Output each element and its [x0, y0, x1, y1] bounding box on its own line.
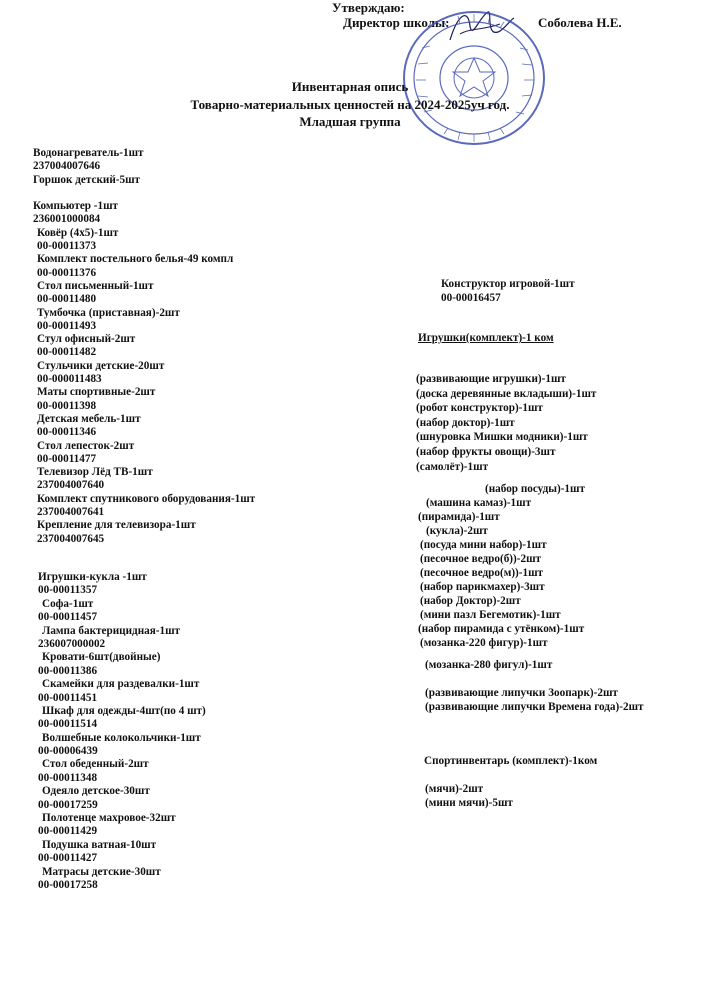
inventory-item: 00-00011429 — [38, 825, 98, 838]
inventory-item: Детская мебель-1шт — [37, 412, 141, 425]
inventory-item: Подушка ватная-10шт — [42, 838, 157, 851]
toy-item: (робот конструктор)-1шт — [416, 402, 543, 415]
inventory-item: 237004007641 — [37, 506, 105, 519]
toy-item: (посуда мини набор)-1шт — [420, 539, 547, 551]
inventory-item: Волшебные колокольчики-1шт — [42, 731, 201, 744]
inventory-item: Скамейки для раздевалки-1шт — [42, 678, 200, 691]
inventory-item: Телевизор Лёд ТВ-1шт — [37, 466, 153, 479]
document-title: Инвентарная опись — [291, 79, 409, 94]
toys-list-a — [416, 372, 596, 474]
velcro-toys-list — [425, 686, 644, 714]
inventory-item: Полотенце махровое-32шт — [42, 812, 176, 825]
inventory-item: 237004007640 — [37, 479, 105, 492]
inventory-item: 00-00011451 — [38, 691, 98, 704]
toy-item: (песочное ведро(б))-2шт — [420, 553, 542, 565]
toy-item: (набор доктор)-1шт — [416, 416, 515, 429]
toy-item: (набор фрукты овощи)-3шт — [416, 445, 556, 458]
inventory-item: 00-00011482 — [37, 346, 97, 359]
toy-item: (доска деревянные вкладыши)-1шт — [416, 387, 597, 400]
inventory-item: Крепление для телевизора-1шт — [37, 519, 196, 532]
inventory-item: Комплект спутникового оборудования-1шт — [37, 492, 256, 505]
inventory-item: Тумбочка (приставная)-2шт — [37, 306, 180, 319]
toy-item: (пирамида)-1шт — [418, 511, 500, 523]
approve-label: Утверждаю: — [332, 0, 405, 15]
inventory-item: 00-000011483 — [37, 373, 102, 386]
toy-item: (шнуровка Мишки модники)-1шт — [416, 431, 588, 444]
inventory-item: Водонагреватель-1шт — [33, 147, 144, 159]
sport-set-heading: Спортинвентарь (комплект)-1ком — [424, 755, 598, 767]
constructor-item: Конструктор игровой-1шт — [441, 278, 575, 290]
inventory-item: Игрушки-кукла -1шт — [38, 571, 147, 583]
inventory-item: 00-00017258 — [38, 878, 98, 891]
inventory-item: 00-00011357 — [38, 584, 98, 597]
inventory-item: Ковёр (4х5)-1шт — [37, 226, 119, 239]
toy-dishes-set: (набор посуды)-1шт — [485, 483, 585, 495]
inventory-item: 00-00011480 — [37, 293, 97, 306]
inventory-item: Комплект постельного белья-49 компл — [37, 253, 234, 266]
toy-item: (развивающие игрушки)-1шт — [416, 373, 566, 385]
inventory-item: 236007000002 — [38, 637, 106, 650]
group-name: Младшая группа — [299, 114, 401, 129]
toys-set-heading: Игрушки(комплект)-1 ком — [418, 332, 554, 344]
inventory-item: Маты спортивные-2шт — [37, 386, 156, 399]
inventory-item: 00-00011457 — [38, 611, 98, 624]
inventory-item: Стол лепесток-2шт — [37, 439, 135, 452]
inventory-item: 00-00011376 — [37, 266, 97, 279]
inventory-item: 237004007645 — [37, 532, 105, 545]
toy-item: (песочное ведро(м))-1шт — [420, 567, 544, 579]
inventory-list-left-b — [38, 571, 206, 892]
inventory-item: Шкаф для одежды-4шт(по 4 шт) — [42, 704, 206, 717]
toy-item: (набор Доктор)-2шт — [420, 595, 521, 607]
inventory-item: 00-00011427 — [38, 852, 98, 865]
inventory-item: 00-00011477 — [37, 452, 97, 465]
inventory-item: 00-00017259 — [38, 798, 98, 811]
inventory-item: Горшок детский-5шт — [33, 173, 141, 186]
inventory-item: Лампа бактерицидная-1шт — [42, 624, 181, 637]
inventory-item: 00-00011348 — [38, 771, 98, 784]
inventory-item: 00-00011493 — [37, 319, 97, 332]
inventory-item: 00-00011386 — [38, 664, 98, 677]
inventory-item: 00-00011373 — [37, 240, 97, 253]
inventory-item: 236001000084 — [33, 213, 101, 226]
inventory-item: Стульчики детские-20шт — [37, 359, 165, 372]
toy-item: (развивающие липучки Зоопарк)-2шт — [425, 687, 618, 699]
toys-list-b — [418, 496, 584, 650]
inventory-item: Стол обеденный-2шт — [42, 758, 149, 771]
toy-item: (мини пазл Бегемотик)-1шт — [420, 609, 561, 621]
inventory-item: Софа-1шт — [42, 597, 94, 610]
document-subtitle: Товарно-материальных ценностей на 2024-2025уч год. — [190, 97, 510, 112]
toy-item: (самолёт)-1шт — [416, 460, 489, 473]
director-label: Директор школы: — [343, 15, 450, 30]
director-name: Соболева Н.Е. — [538, 15, 622, 30]
toy-mosaic-280: (мозанка-280 фигул)-1шт — [425, 659, 553, 671]
toy-item: (кукла)-2шт — [426, 525, 488, 537]
inventory-item: 00-00006439 — [38, 745, 98, 758]
inventory-item: 00-00011514 — [38, 718, 98, 731]
sport-items-list — [425, 782, 513, 810]
inventory-item — [33, 187, 255, 200]
inventory-item: Компьютер -1шт — [33, 200, 119, 213]
inventory-item: Кровати-6шт(двойные) — [42, 651, 161, 664]
inventory-item: Матрасы детские-30шт — [42, 865, 161, 878]
inventory-item: 237004007646 — [33, 160, 101, 173]
toy-item: (набор парикмахер)-3шт — [420, 581, 545, 593]
inventory-item: Стол письменный-1шт — [37, 279, 154, 292]
constructor-code: 00-00016457 — [441, 292, 501, 304]
inventory-item: Одеяло детское-30шт — [42, 785, 150, 798]
sport-item: (мини мячи)-5шт — [425, 797, 513, 809]
toy-item: (машина камаз)-1шт — [426, 497, 532, 509]
inventory-item: 00-00011398 — [37, 399, 97, 412]
inventory-list-left-a — [33, 147, 255, 546]
toy-item: (развивающие липучки Времена года)-2шт — [425, 701, 644, 713]
inventory-item: Стул офисный-2шт — [37, 333, 136, 346]
inventory-item: 00-00011346 — [37, 426, 97, 439]
sport-item: (мячи)-2шт — [425, 783, 484, 795]
toy-item: (мозанка-220 фигур)-1шт — [420, 637, 548, 649]
toy-item: (набор пирамида с утёнком)-1шт — [418, 623, 585, 635]
